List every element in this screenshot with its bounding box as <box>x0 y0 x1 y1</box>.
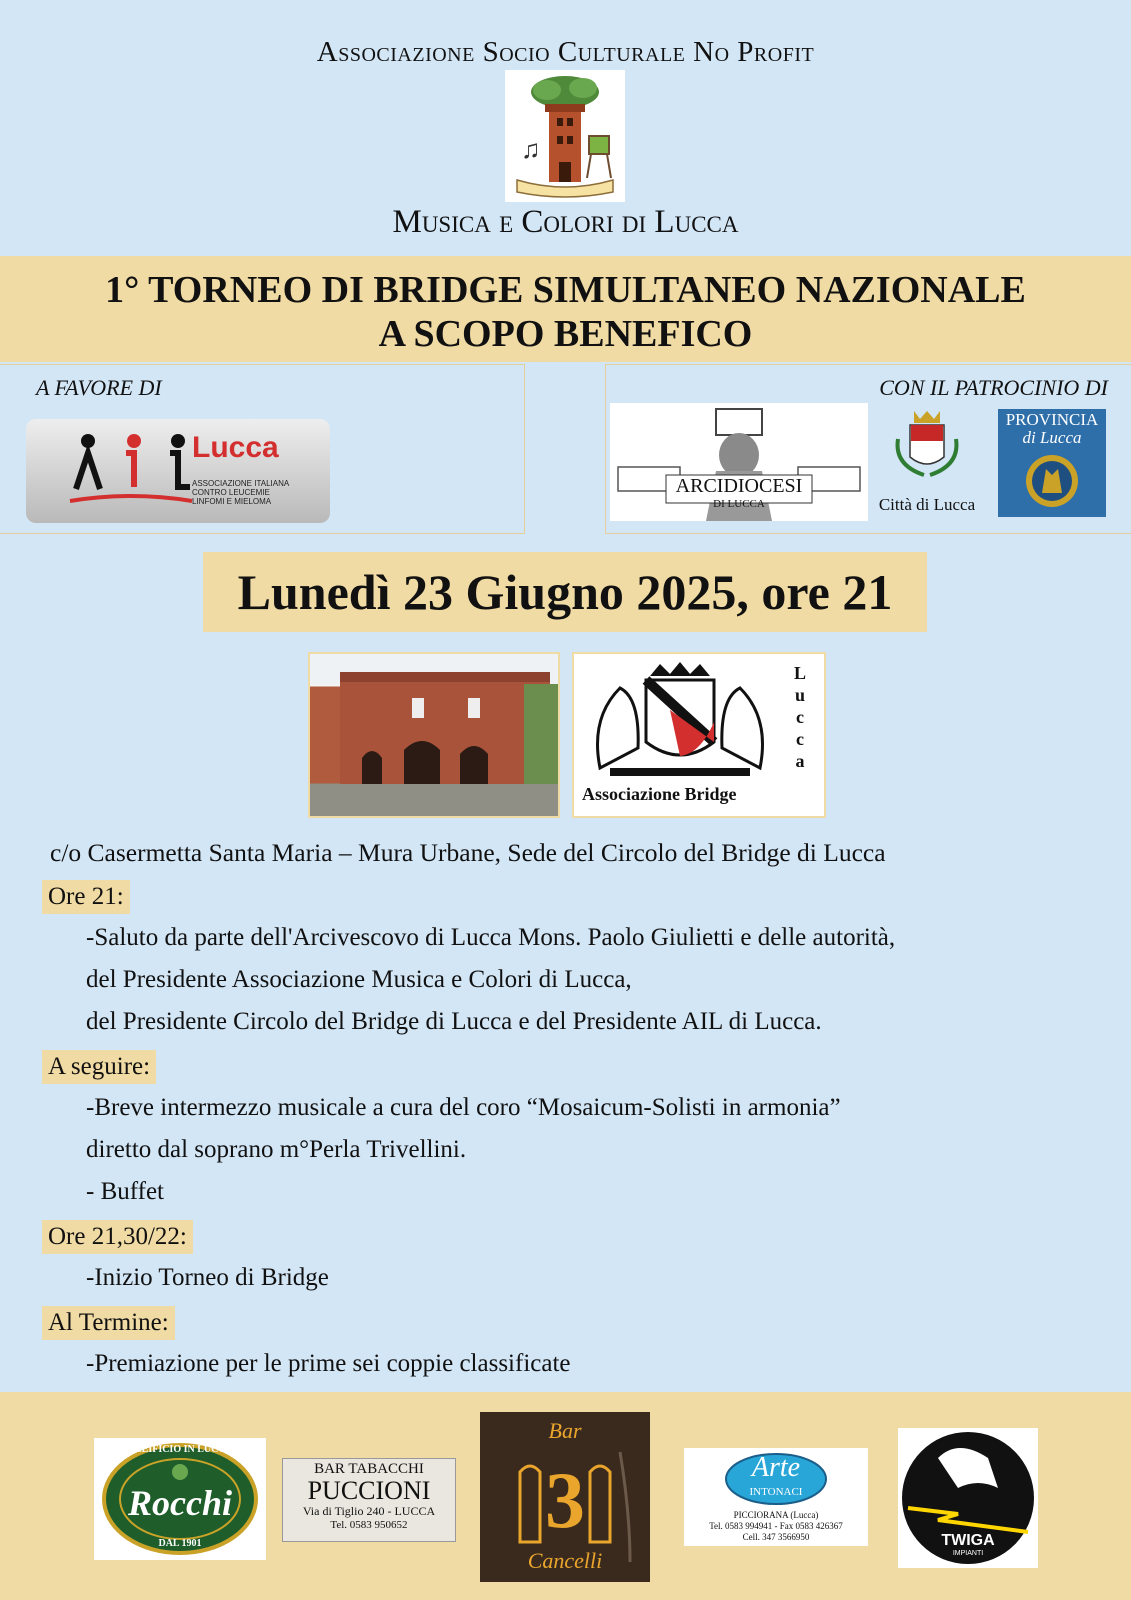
patronage-panel <box>605 364 1131 534</box>
schedule-line: del Presidente Associazione Musica e Colori di Lucca, <box>86 966 632 993</box>
schedule-line: - Buffet <box>86 1178 164 1205</box>
arcidiocesi-sub: DI LUCCA <box>713 498 765 510</box>
arte-tel: Tel. 0583 994941 - Fax 0583 426367 <box>709 1521 843 1531</box>
ail-subtitle-3: LINFOMI E MIELOMA <box>192 497 272 506</box>
svg-text:♫: ♫ <box>521 135 541 164</box>
bridge-letter-1: L <box>793 663 806 683</box>
puccioni-tel: Tel. 0583 950652 <box>330 1519 408 1531</box>
bridge-logo-text: Associazione Bridge <box>582 784 737 804</box>
bar3-top: Bar <box>548 1418 582 1443</box>
schedule-line: diretto dal soprano m°Perla Trivellini. <box>86 1136 467 1163</box>
event-date: Lunedì 23 Giugno 2025, ore 21 <box>203 552 927 632</box>
puccioni-name: PUCCIONI <box>307 1476 431 1505</box>
association-tagline: Associazione Socio Culturale No Profit <box>316 36 815 68</box>
organization-name: Musica e Colori di Lucca <box>392 204 739 240</box>
arte-name: Arte <box>751 1452 801 1483</box>
sponsors-footer <box>0 1392 1131 1600</box>
arcidiocesi-logo <box>610 403 868 521</box>
musica-colori-logo <box>505 70 625 202</box>
schedule-line: -Breve intermezzo musicale a cura del coro “Mosaicum-Solisti in armonia” <box>86 1094 841 1121</box>
schedule-line: -Inizio Torneo di Bridge <box>86 1264 329 1291</box>
schedule-label-2: A seguire: <box>42 1050 156 1084</box>
provincia-sub: di Lucca <box>1022 428 1082 447</box>
ail-city: Lucca <box>192 431 279 464</box>
twiga-sub: IMPIANTI <box>952 1550 984 1557</box>
ail-subtitle-1: ASSOCIAZIONE ITALIANA <box>192 479 290 488</box>
bar3-bottom: Cancelli <box>527 1548 603 1573</box>
bridge-letter-2: u <box>794 685 805 705</box>
venue: c/o Casermetta Santa Maria – Mura Urbane, Sede del Circolo del Bridge di Lucca <box>50 838 886 867</box>
patronage-label: CON IL PATROCINIO DI <box>879 375 1108 400</box>
casermetta-photo <box>308 652 560 818</box>
schedule-line: del Presidente Circolo del Bridge di Lucca e del Presidente AIL di Lucca. <box>86 1008 822 1035</box>
sponsor-rocchi <box>94 1438 266 1560</box>
beneficiary-panel <box>0 364 525 534</box>
twiga-name: TWIGA <box>941 1532 995 1549</box>
citta-lucca-logo <box>868 409 986 521</box>
rocchi-bottom: DAL 1901 <box>158 1538 202 1549</box>
citta-text: Città di Lucca <box>878 495 976 514</box>
event-title <box>0 256 1131 362</box>
puccioni-address: Via di Tiglio 240 - LUCCA <box>302 1504 436 1518</box>
sponsor-arte-intonaci <box>684 1448 868 1546</box>
bridge-letter-4: c <box>796 729 804 749</box>
arte-cell: Cell. 347 3566950 <box>742 1532 810 1542</box>
ail-subtitle-2: CONTRO LEUCEMIE <box>192 488 270 497</box>
beneficiary-label: A FAVORE DI <box>36 375 162 400</box>
sponsor-twiga <box>898 1428 1038 1568</box>
arte-sub: INTONACI <box>749 1486 803 1498</box>
sponsor-puccioni <box>282 1458 456 1542</box>
arte-place: PICCIORANA (Lucca) <box>733 1510 819 1520</box>
rocchi-name: Rocchi <box>128 1483 232 1523</box>
puccioni-top: BAR TABACCHI <box>314 1461 424 1477</box>
schedule-label-1: Ore 21: <box>42 880 130 914</box>
rocchi-top: OLEIFICIO IN LUCCA <box>127 1444 233 1455</box>
provincia-text: PROVINCIA <box>1005 410 1099 429</box>
schedule-label-3: Ore 21,30/22: <box>42 1220 193 1254</box>
arcidiocesi-text: ARCIDIOCESI <box>675 475 803 497</box>
provincia-lucca-logo <box>998 409 1106 517</box>
schedule-label-4: Al Termine: <box>42 1306 175 1340</box>
schedule-line: -Premiazione per le prime sei coppie classificate <box>86 1350 571 1377</box>
title-line-1: 1° TORNEO DI BRIDGE SIMULTANEO NAZIONALE <box>105 269 1026 311</box>
sponsor-bar-3-cancelli <box>480 1412 650 1582</box>
associazione-bridge-logo <box>572 652 826 818</box>
ail-logo <box>26 419 330 523</box>
schedule-line: -Saluto da parte dell'Arcivescovo di Lucca Mons. Paolo Giulietti e delle autorità, <box>86 924 896 951</box>
title-line-2: A SCOPO BENEFICO <box>378 313 753 355</box>
bar3-number: 3 <box>545 1457 585 1545</box>
bridge-letter-5: a <box>795 751 805 771</box>
bridge-letter-3: c <box>796 707 804 727</box>
